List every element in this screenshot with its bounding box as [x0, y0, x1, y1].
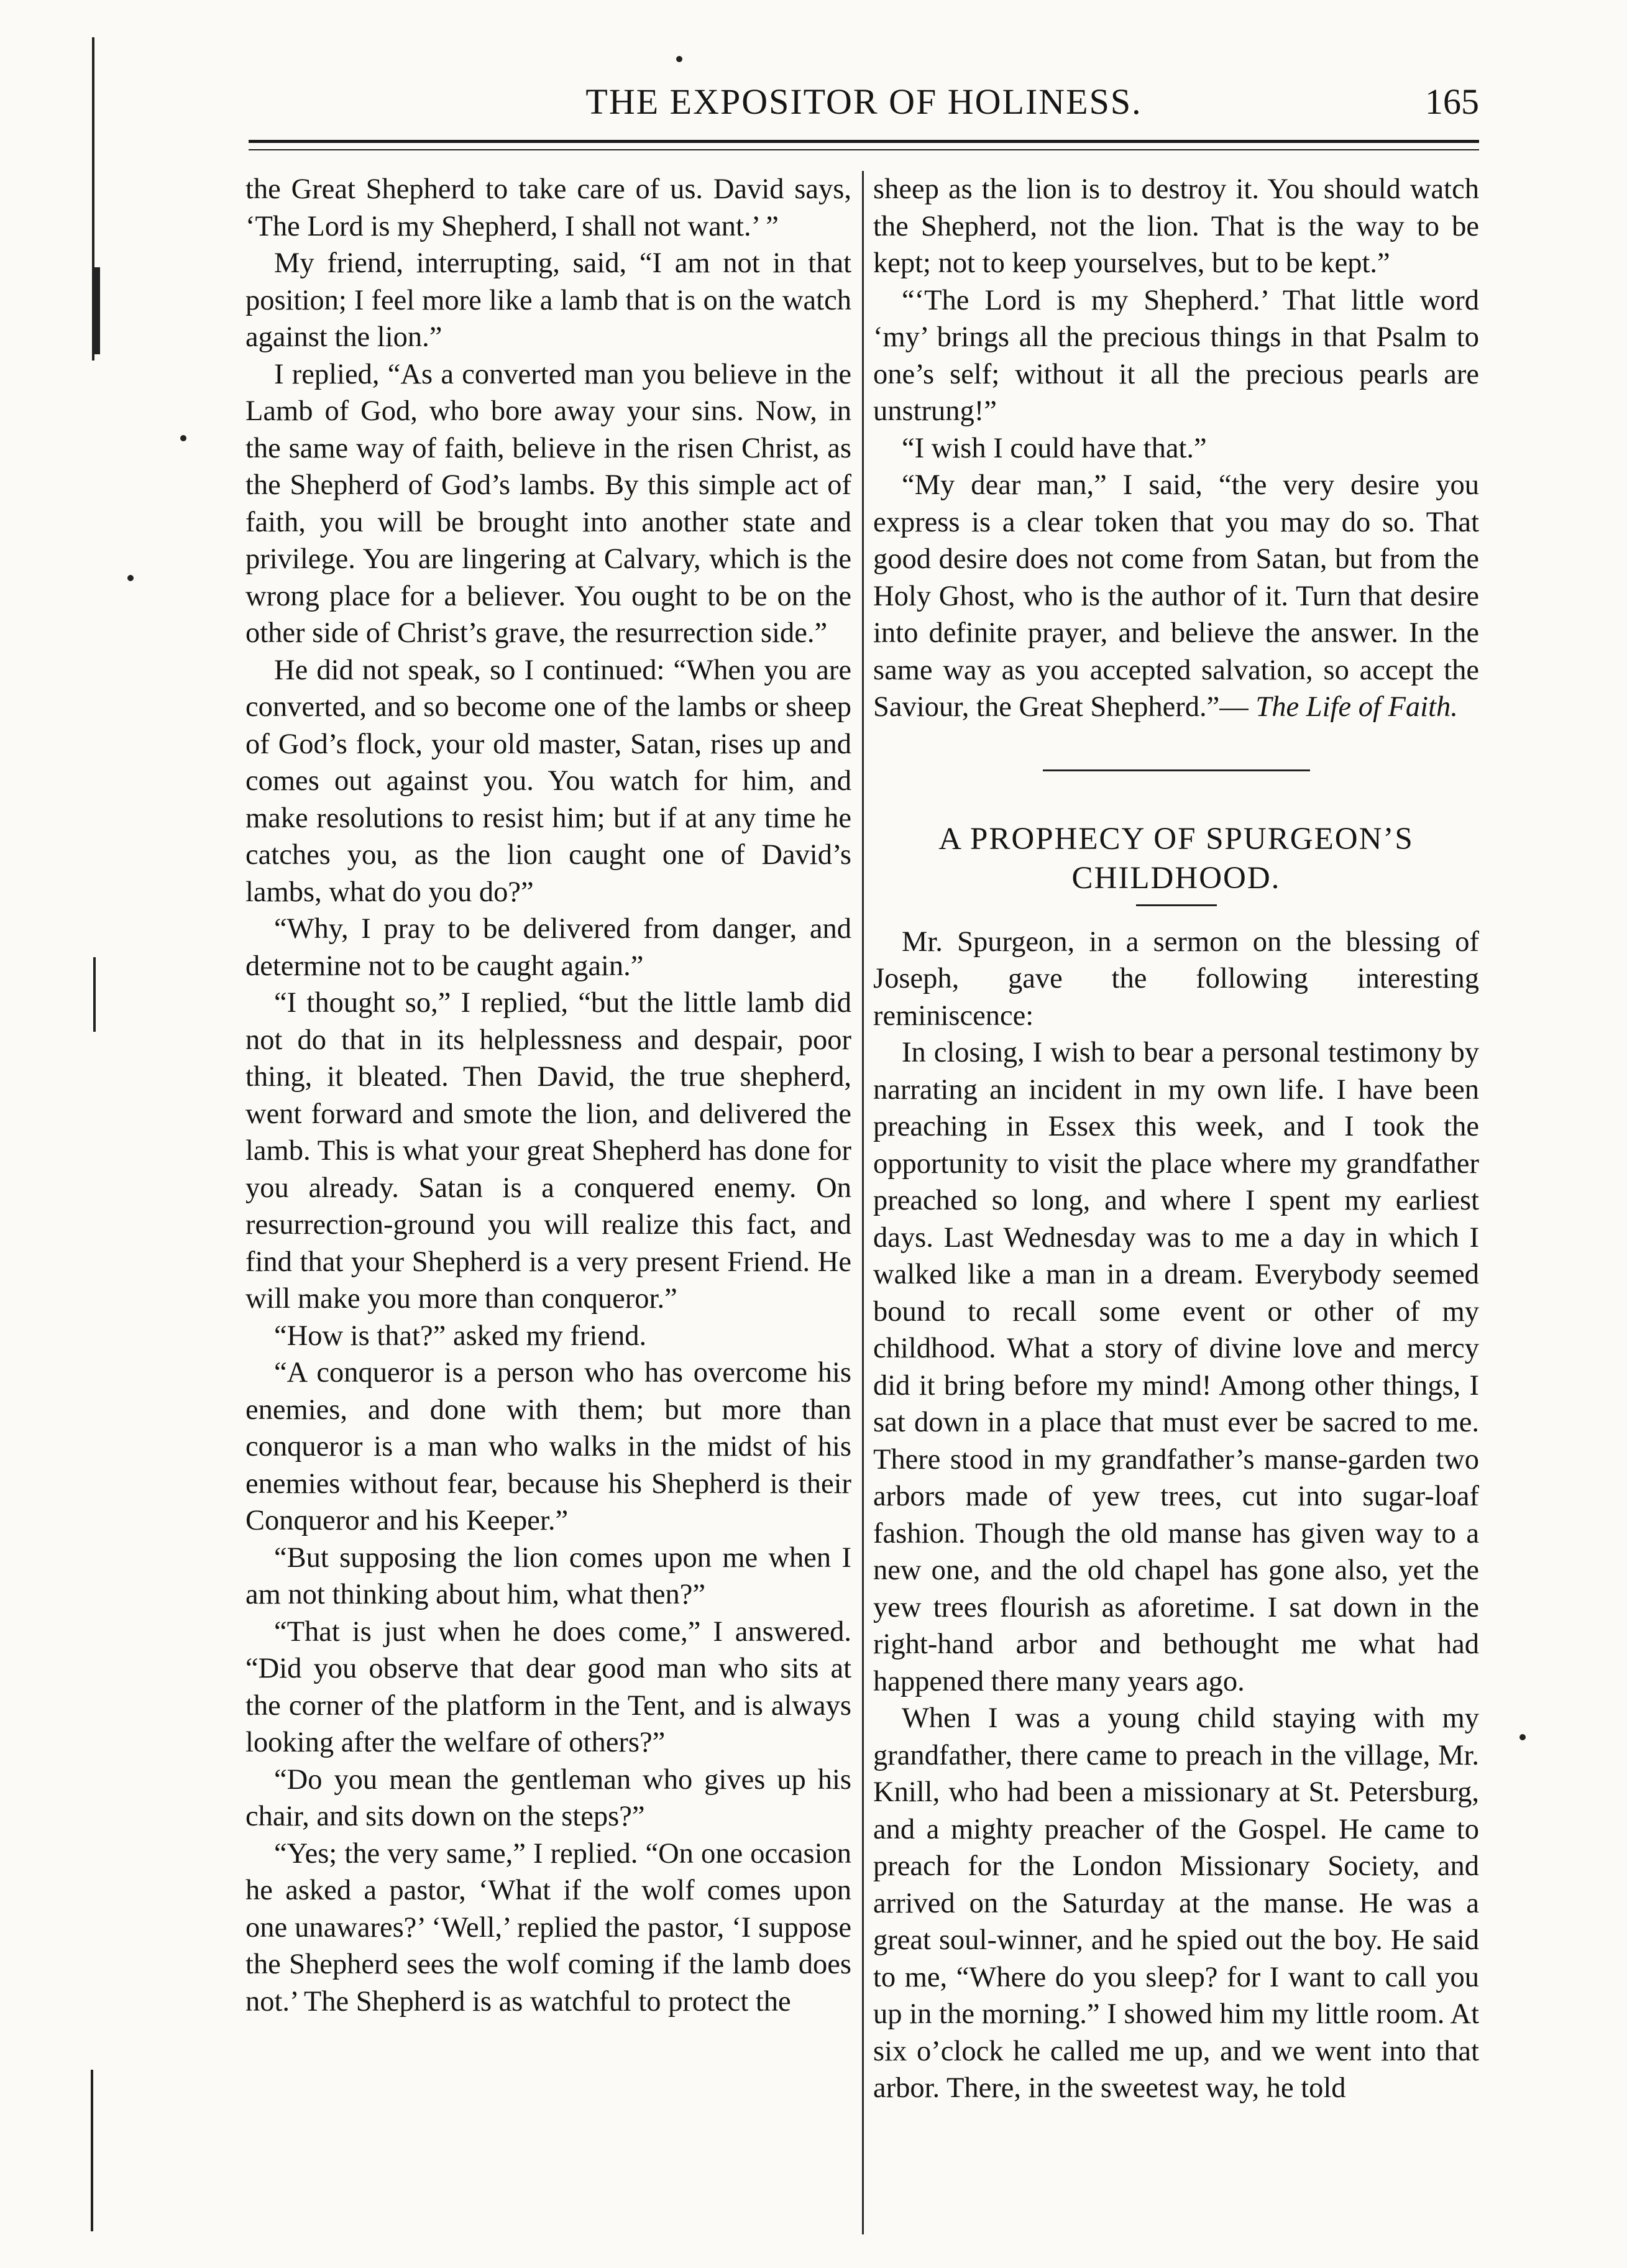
paragraph: “Why, I pray to be delivered from danger, and determine not to be caught again.”	[245, 913, 851, 982]
paragraph: In closing, I wish to bear a personal testimony by narrating an incident in my own life. I have been preaching in Essex this week, and I took the opportunity to visit the place where my grandfather preached so long, and where I spent my earliest days. Last Wednesday was to me a day in which I walked like a man in a dream. Everybody seemed bound to recall some event or other of my childhood. What a story of divine love and mercy did it bring before my mind! Among other things, I sat down in a place that must ever be sacred to me. There stood in my grandfather’s manse-garden two arbors made of yew trees, cut into sugar-loaf fashion. Though the old manse has given way to a new one, and the old chapel has gone also, yet the yew trees flourish as aforetime. I sat down in the right-hand arbor and bethought me what had happened there many years ago.	[873, 1037, 1479, 1697]
page-number: 165	[1425, 81, 1479, 122]
margin-dot	[180, 435, 186, 441]
margin-scan-mark	[93, 957, 96, 1032]
title-underline-rule	[1136, 904, 1217, 906]
paragraph: the Great Shepherd to take care of us. David says, ‘The Lord is my Shepherd, I shall not want.’ ”	[245, 173, 851, 242]
article-title-line: CHILDHOOD.	[1071, 860, 1281, 896]
paragraph: “‘The Lord is my Shepherd.’ That little word ‘my’ brings all the precious things in that Psalm to one’s self; without it all the precious pearls are unstrung!”	[873, 284, 1479, 427]
paragraph: He did not speak, so I continued: “When you are converted, and so become one of the lambs or sheep of God’s flock, your old master, Satan, rises up and comes out against you. You watch for him, and make resolutions to resist him; but if at any time he catches you, as the lion caught one of David’s lambs, what do you do?”	[245, 654, 851, 908]
margin-dot	[676, 56, 682, 62]
paragraph: When I was a young child staying with my grandfather, there came to preach in the village, Mr. Knill, who had been a missionary at St. Petersburg, and a mighty preacher of the Gospel. He came to preach for the London Missionary Society, and arrived on the Saturday at the manse. He was a great soul-winner, and he spied out the boy. He said to me, “Where do you sleep? for I want to call you up in the morning.” I showed him my little room. At six o’clock he called me up, and we went into that arbor. There, in the sweetest way, he told	[873, 1702, 1479, 2104]
margin-scan-mark	[91, 2070, 93, 2231]
paragraph: I replied, “As a converted man you believe in the Lamb of God, who bore away your sins. Now, in the same way of faith, believe in the risen Christ, as the Shepherd of God’s lambs. By this simple act of faith, you will be brought into another state and privilege. You are lingering at Calvary, which is the wrong place for a believer. You ought to be on the other side of Christ’s grave, the resurrection side.”	[245, 358, 851, 649]
paragraph: “How is that?” asked my friend.	[274, 1320, 647, 1352]
paragraph: “Yes; the very same,” I replied. “On one occasion he asked a pastor, ‘What if the wolf comes upon one unawares?’ ‘Well,’ replied the pastor, ‘I suppose the Shepherd sees the wolf coming if the lamb does not.’ The Shepherd is as watchful to protect the	[245, 1837, 851, 2018]
paragraph: “Do you mean the gentleman who gives up his chair, and sits down on the steps?”	[245, 1763, 851, 1832]
header-rule-thick	[249, 140, 1479, 143]
article-title-line: A PROPHECY OF SPURGEON’S	[938, 821, 1414, 856]
paragraph: My friend, interrupting, said, “I am not in that position; I feel more like a lamb that is on the watch against the lion.”	[245, 247, 851, 353]
margin-scan-mark	[94, 267, 100, 354]
article-title	[873, 820, 1479, 898]
paragraph: sheep as the lion is to destroy it. You should watch the Shepherd, not the lion. That is the way to be kept; not to keep yourselves, but to be kept.”	[873, 173, 1479, 279]
paragraph: “I wish I could have that.”	[902, 432, 1207, 464]
left-column	[245, 171, 851, 2234]
margin-dot	[1519, 1734, 1526, 1740]
paragraph-text: “My dear man,” I said, “the very desire you express is a clear token that you may do so. That good desire does not come from Satan, but from the Holy Ghost, who is the author of it. Turn that desire into definite prayer, and believe the answer. In the same way as you accepted salvation, so accept the Saviour, the Great Shepherd.”—	[873, 469, 1479, 723]
header-rule-thin	[249, 149, 1479, 150]
paragraph: Mr. Spurgeon, in a sermon on the blessing of Joseph, gave the following interesting reminiscence:	[873, 925, 1479, 1032]
running-title: THE EXPOSITOR OF HOLINESS.	[585, 81, 1142, 122]
paragraph: “That is just when he does come,” I answered. “Did you observe that dear good man who sits at the corner of the platform in the Tent, and is always looking after the welfare of others?”	[245, 1615, 851, 1758]
article-separator-rule	[1043, 769, 1310, 771]
paragraph: “I thought so,” I replied, “but the little lamb did not do that in its helplessness and despair, poor thing, it bleated. Then David, the true shepherd, went forward and smote the lion, and delivered the lamb. This is what your great Shepherd has done for you already. Satan is a conquered enemy. On resurrection-ground you will realize this fact, and find that your Shepherd is a very present Friend. He will make you more than conqueror.”	[245, 987, 851, 1315]
column-divider	[862, 171, 864, 2234]
page-header	[249, 81, 1479, 131]
paragraph	[873, 467, 1479, 726]
paragraph: “A conqueror is a person who has overcome his enemies, and done with them; but more than conqueror is a man who walks in the midst of his enemies without fear, because his Shepherd is their Conqueror and his Keeper.”	[245, 1357, 851, 1536]
paragraph: “But supposing the lion comes upon me when I am not thinking about him, what then?”	[245, 1541, 851, 1610]
source-credit: The Life of Faith.	[1255, 691, 1458, 723]
margin-dot	[127, 575, 134, 581]
right-column	[873, 171, 1479, 2234]
